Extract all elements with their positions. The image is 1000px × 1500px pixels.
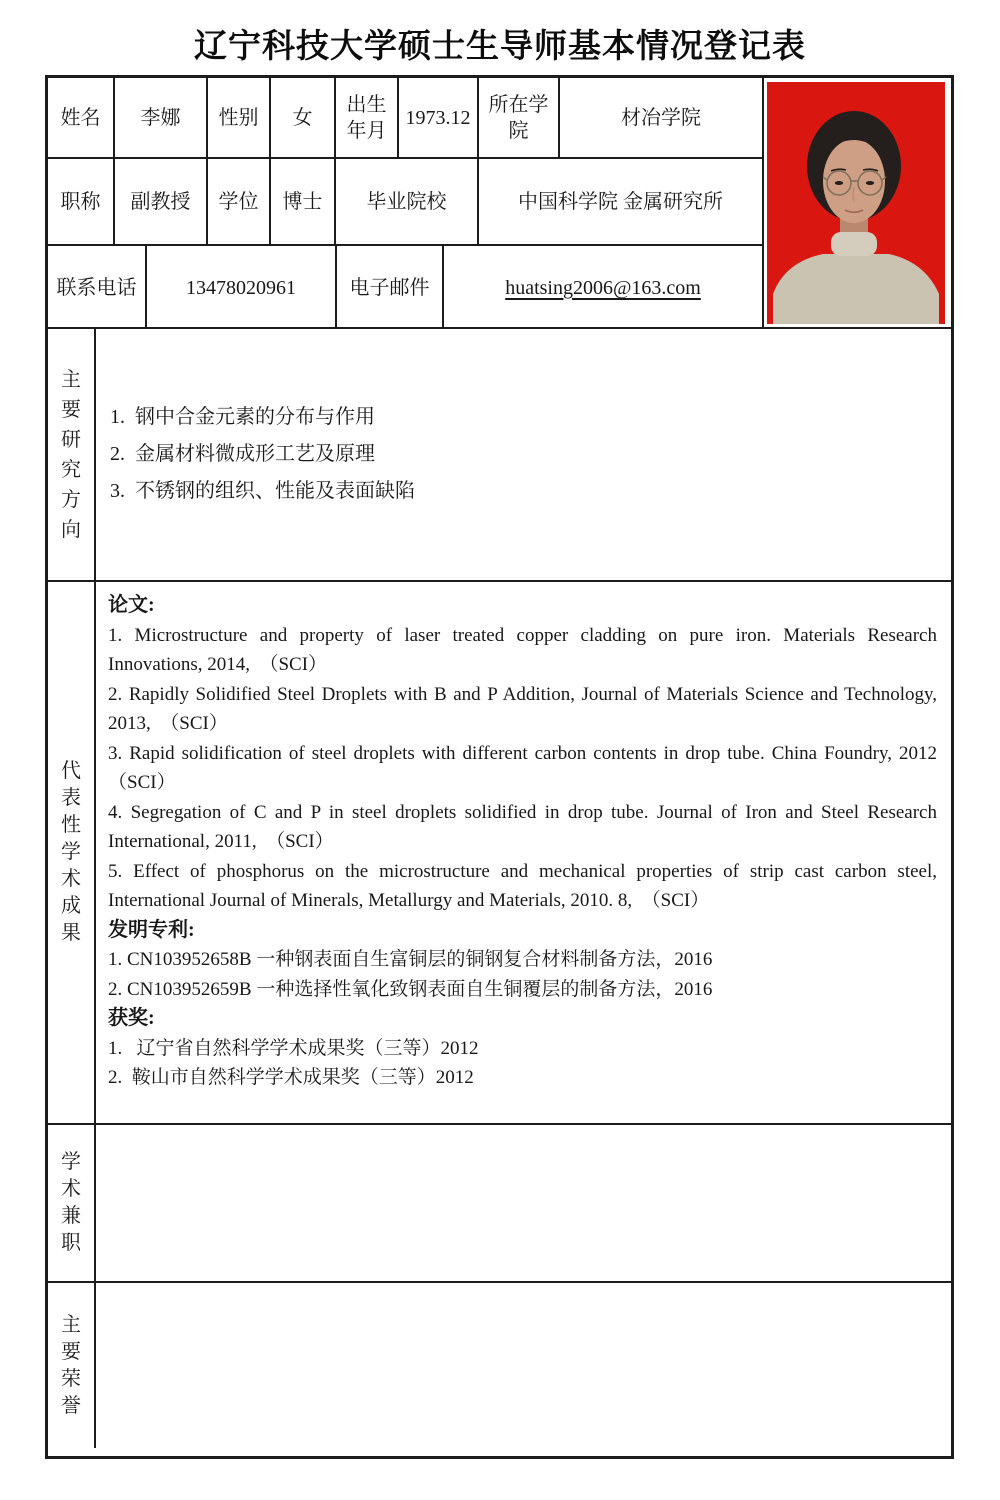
row-title-degree-almamater <box>48 159 762 246</box>
achievements-content <box>96 582 951 1123</box>
email-link[interactable]: huatsing2006@163.com <box>505 276 701 299</box>
award-item: 1. 辽宁省自然科学学术成果奖（三等）2012 <box>108 1037 479 1059</box>
papers-heading: 论文: <box>108 594 155 616</box>
paper-item: 5. Effect of phosphorus on the microstructure and mechanical properties of strip cast carbon steel, International Journal of Minerals, Metallurgy and Materials, 2010. 8, （SCI） <box>108 860 942 911</box>
row-name-gender-birth-college <box>48 78 762 159</box>
alma-mater-label: 毕业院校 <box>336 159 479 244</box>
gender-label: 性别 <box>208 78 271 157</box>
paper-item: 1. Microstructure and property of laser treated copper cladding on pure iron. Materials Research Innovations, 2014, （SCI） <box>108 624 942 675</box>
email-label: 电子邮件 <box>337 246 444 329</box>
honors-header <box>48 1283 96 1448</box>
academic-positions-content <box>96 1125 951 1281</box>
identity-fields <box>48 78 764 327</box>
academic-positions-label: 学术兼职 <box>61 1151 81 1254</box>
gender-value: 女 <box>271 78 336 157</box>
row-phone-email <box>48 246 762 329</box>
research-item: 1. 钢中合金元素的分布与作用 <box>110 406 375 428</box>
birth-label: 出生年月 <box>336 78 399 157</box>
paper-item: 2. Rapidly Solidified Steel Droplets with B and P Addition, Journal of Materials Science and Technology, 2013, （SCI） <box>108 683 942 734</box>
award-item: 2. 鞍山市自然科学学术成果奖（三等）2012 <box>108 1067 474 1088</box>
college-label: 所在学院 <box>479 78 560 157</box>
achievements-label: 代表性学术成果 <box>61 760 81 944</box>
job-title-value: 副教授 <box>115 159 208 244</box>
alma-mater-value: 中国科学院 金属研究所 <box>518 190 723 213</box>
job-title-label: 职称 <box>48 159 115 244</box>
achievements-header <box>48 582 96 1123</box>
phone-label: 联系电话 <box>48 246 147 329</box>
academic-positions-section <box>48 1125 951 1283</box>
research-item: 3. 不锈钢的组织、性能及表面缺陷 <box>110 480 415 502</box>
patents-heading: 发明专利: <box>108 918 195 941</box>
research-directions-label: 主要研究方向 <box>61 368 81 541</box>
id-photo <box>764 78 951 327</box>
degree-label: 学位 <box>208 159 271 244</box>
achievements-section <box>48 582 951 1125</box>
degree-value: 博士 <box>271 159 336 244</box>
id-photo-graphic <box>767 82 945 324</box>
research-directions-section <box>48 329 951 582</box>
college-value: 材冶学院 <box>621 106 701 129</box>
name-label: 姓名 <box>48 78 115 157</box>
registration-form-table <box>45 75 954 1459</box>
paper-item: 4. Segregation of C and P in steel droplets solidified in drop tube. Journal of Iron and Steel Research International, 2011, （SCI） <box>108 801 942 852</box>
research-directions-header <box>48 329 96 580</box>
patent-item: 1. CN103952658B 一种钢表面自生富铜层的铜钢复合材料制备方法，2016 <box>108 949 713 970</box>
honors-section <box>48 1283 951 1448</box>
page-title: 辽宁科技大学硕士生导师基本情况登记表 <box>194 27 806 64</box>
phone-value: 13478020961 <box>147 246 337 329</box>
honors-content <box>96 1283 951 1448</box>
academic-positions-header <box>48 1125 96 1281</box>
paper-item: 3. Rapid solidification of steel droplets with different carbon contents in drop tube. China Foundry, 2012 （SCI） <box>108 742 942 793</box>
honors-label: 主要荣誉 <box>61 1313 81 1417</box>
email-cell <box>444 246 762 329</box>
research-item: 2. 金属材料微成形工艺及原理 <box>110 443 375 465</box>
awards-heading: 获奖: <box>108 1007 155 1029</box>
identity-section <box>48 78 951 329</box>
research-directions-content <box>96 329 951 580</box>
birth-value: 1973.12 <box>399 78 479 157</box>
patent-item: 2. CN103952659B 一种选择性氧化致钢表面自生铜覆层的制备方法，2016 <box>108 978 713 1000</box>
name-value: 李娜 <box>115 78 208 157</box>
